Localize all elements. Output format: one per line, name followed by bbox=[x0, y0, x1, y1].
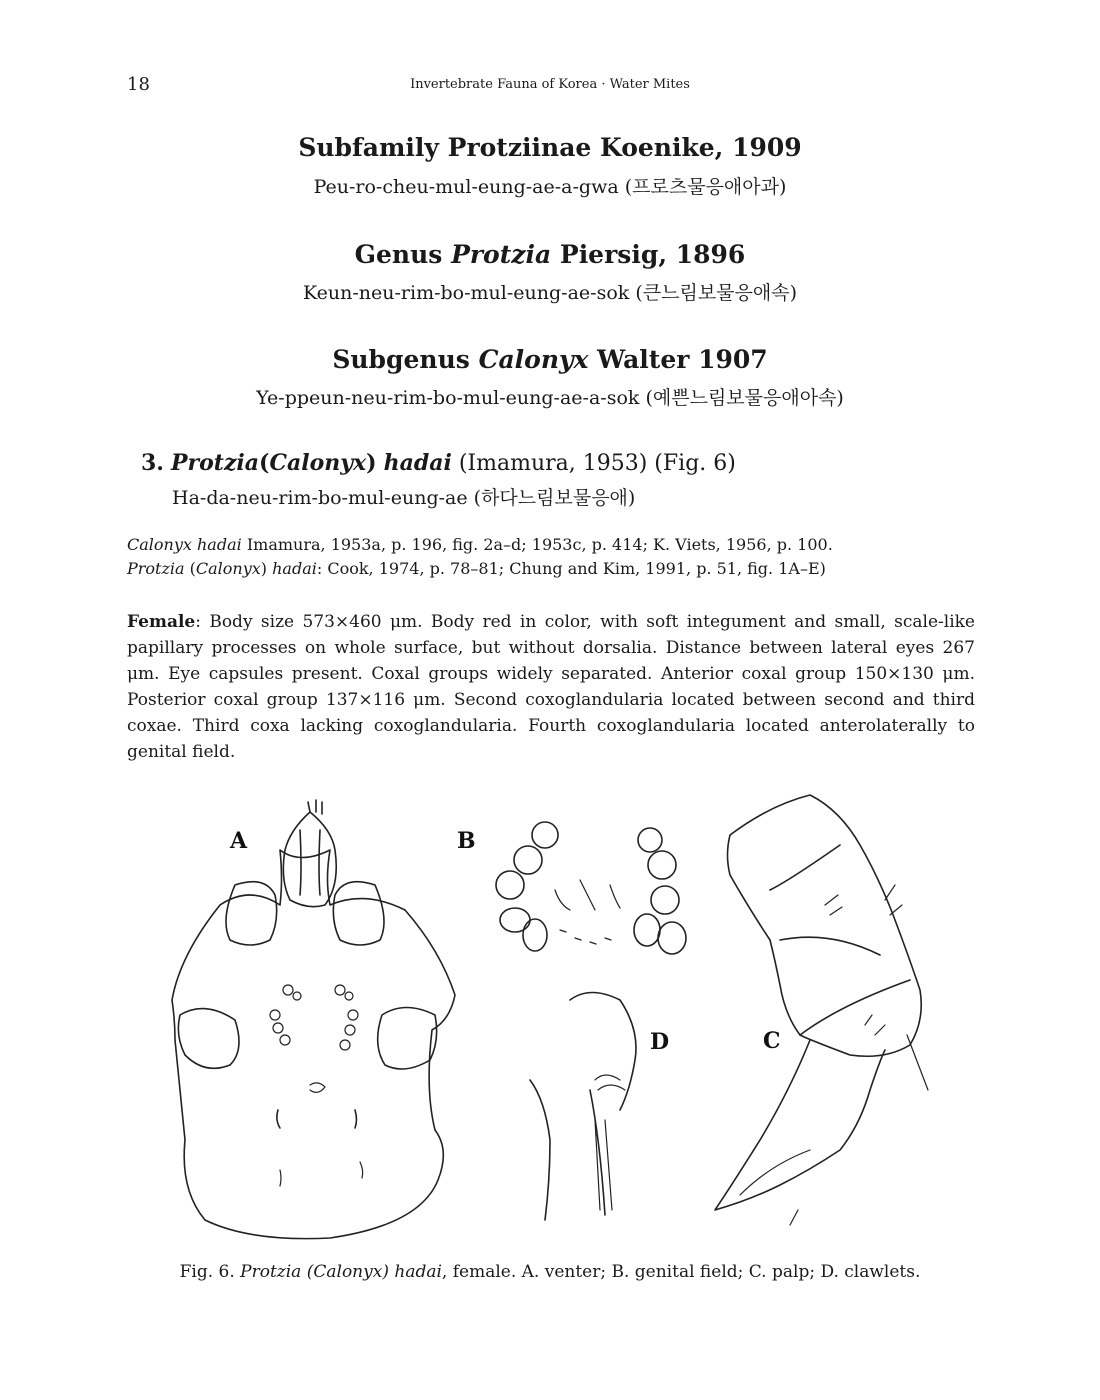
running-title: Invertebrate Fauna of Korea · Water Mites bbox=[410, 77, 690, 92]
synonymy-line-2: Protzia (Calonyx) hadai: Cook, 1974, p. 78–81; Chung and Kim, 1991, p. 51, fig. 1A–E) bbox=[127, 559, 826, 578]
caption-rest: , female. A. venter; B. genital field; C. palp; D. clawlets. bbox=[441, 1262, 921, 1282]
synonym-epithet: hadai bbox=[272, 559, 317, 578]
caption-genus: Protzia bbox=[240, 1262, 302, 1282]
subgenus-author: Walter 1907 bbox=[597, 345, 768, 374]
synonym-subgenus: Calonyx bbox=[195, 559, 261, 578]
species-romanized: Ha-da-neu-rim-bo-mul-eung-ae bbox=[172, 487, 468, 509]
subfamily-korean: (프로츠물응애아과) bbox=[624, 176, 787, 198]
genus-author: Piersig, 1896 bbox=[559, 240, 746, 269]
subgenus-heading bbox=[0, 345, 1100, 374]
caption-epithet: hadai bbox=[394, 1262, 442, 1282]
genus-romanized: Keun-neu-rim-bo-mul-eung-ae-sok bbox=[302, 282, 630, 304]
subgenus-korean: (예쁜느림보물응애아속) bbox=[645, 387, 844, 409]
species-epithet: hadai bbox=[383, 450, 452, 476]
genus-heading bbox=[0, 240, 1100, 269]
subgenus-romanized: Ye-ppeun-neu-rim-bo-mul-eung-ae-a-sok bbox=[256, 387, 640, 409]
subgenus-prefix: Subgenus bbox=[332, 345, 470, 374]
species-heading bbox=[141, 450, 736, 476]
description-paragraph bbox=[127, 609, 975, 765]
synonym-reference: : Cook, 1974, p. 78–81; Chung and Kim, 1991, p. 51, fig. 1A–E) bbox=[316, 559, 826, 578]
genus-name: Protzia bbox=[451, 240, 552, 269]
synonym-reference: Imamura, 1953a, p. 196, fig. 2a–d; 1953c, p. 414; K. Viets, 1956, p. 100. bbox=[241, 535, 833, 554]
figure-6 bbox=[150, 790, 970, 1240]
figure-label-b: B bbox=[457, 828, 476, 854]
figure-label-a: A bbox=[230, 828, 248, 854]
figure-label-c: C bbox=[763, 1028, 781, 1054]
panel-a-venter-drawing bbox=[172, 800, 455, 1239]
panel-c-palp-drawing bbox=[715, 795, 928, 1225]
species-genus: Protzia bbox=[170, 450, 260, 476]
species-vernacular bbox=[172, 483, 635, 510]
species-close-paren: ) bbox=[366, 450, 377, 476]
genus-korean: (큰느림보물응애속) bbox=[635, 282, 798, 304]
page-number: 18 bbox=[127, 74, 150, 95]
species-open-paren: ( bbox=[259, 450, 270, 476]
subfamily-romanized: Peu-ro-cheu-mul-eung-ae-a-gwa bbox=[313, 176, 619, 198]
genus-vernacular bbox=[0, 278, 1100, 305]
description-label: Female bbox=[127, 612, 196, 632]
genus-prefix: Genus bbox=[354, 240, 443, 269]
synonym-name: Calonyx hadai bbox=[127, 535, 242, 554]
species-author: (Imamura, 1953) (Fig. 6) bbox=[458, 451, 736, 476]
subgenus-name: Calonyx bbox=[478, 345, 589, 374]
synonym-genus: Protzia bbox=[127, 559, 185, 578]
panel-b-genital-field-drawing bbox=[496, 822, 686, 954]
caption-subgenus: (Calonyx) bbox=[306, 1262, 389, 1282]
species-number: 3. bbox=[141, 450, 164, 476]
caption-prefix: Fig. 6. bbox=[179, 1262, 241, 1282]
subfamily-vernacular bbox=[0, 172, 1100, 199]
figure-caption bbox=[0, 1262, 1100, 1282]
species-korean-name: (하다느림보물응애) bbox=[473, 487, 636, 509]
subfamily-heading: Subfamily Protziinae Koenike, 1909 bbox=[298, 133, 802, 162]
subgenus-vernacular bbox=[0, 383, 1100, 410]
figure-label-d: D bbox=[650, 1029, 670, 1055]
description-text: : Body size 573×460 μm. Body red in color, with soft integument and small, scale-like papillary processes on whole surface, but without dorsalia. Distance between lateral eyes 267 μm. Eye capsules present. Coxal groups widely separated. Anterior coxal group 150×130 μm. Posterior coxal group 137×116 μm. Second coxoglandularia located between second and third coxae. Third coxa lacking coxoglandularia. Fourth coxoglandularia located anterolaterally to genital field. bbox=[127, 612, 975, 762]
species-subgenus: Calonyx bbox=[269, 450, 367, 476]
panel-d-clawlets-drawing bbox=[530, 993, 636, 1221]
synonymy-line-1 bbox=[127, 535, 833, 554]
